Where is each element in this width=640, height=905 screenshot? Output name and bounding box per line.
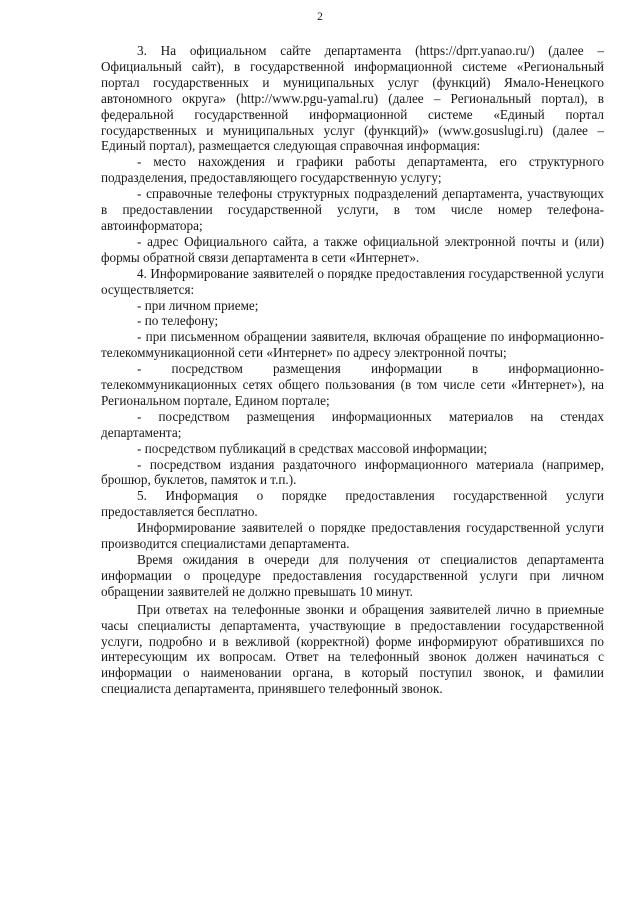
list-item-handouts: - посредством издания раздаточного информационного материала (например, брошюр, буклетов, памяток и т.п.). <box>101 456 604 488</box>
list-item-media: - посредством публикаций в средствах массовой информации; <box>137 440 488 456</box>
paragraph-phone-answers: При ответах на телефонные звонки и обращения заявителей лично в приемные часы специалисты департамента, участвующие в предоставлении государственной услуги, подробно и в вежливой (корректной) форме информируют обратившихся по интересующим их вопросам. Ответ на телефонный звонок должен начинаться с информации о наименовании органа, в который поступил звонок, и фамилии специалиста департамента, принявшего телефонный звонок. <box>101 601 604 697</box>
page-number: 2 <box>317 11 323 23</box>
paragraph-specialists: Информирование заявителей о порядке предоставления государственной услуги производится специалистами департамента. <box>101 520 604 552</box>
paragraph-waiting-time: Время ожидания в очереди для получения от специалистов департамента информации о процедуре предоставления государственной услуги при личном обращении заявителей не должно превышать 10 минут. <box>101 552 604 599</box>
paragraph-3-official-site: 3. На официальном сайте департамента (https://dprr.yanao.ru/) (далее – Официальный сайт), в государственной информационной системе «Региональный портал государственных и муниципальных услуг (функций) Ямало-Ненецкого автономного округа» (http://www.pgu-yamal.ru) (далее – Региональный портал), в федеральной государственной информационной системе «Единый портал государственных и муниципальных услуг (функций)» (www.gosuslugi.ru) (далее – Единый портал), размещается следующая справочная информация: <box>101 43 604 154</box>
list-item-networks: - посредством размещения информации в информационно-телекоммуникационных сетях общего пользования (в том числе сети «Интернет»), на Региональном портале, Едином портале; <box>101 361 604 408</box>
document-body <box>101 43 604 697</box>
list-item-location: - место нахождения и графики работы департамента, его структурного подразделения, предоставляющего государственную услугу; <box>101 154 604 186</box>
paragraph-4-informing: 4. Информирование заявителей о порядке предоставления государственной услуги осуществляется: <box>101 265 604 297</box>
list-item-site-address: - адрес Официального сайта, а также официальной электронной почты и (или) формы обратной связи департамента в сети «Интернет». <box>101 233 604 265</box>
list-item-stands: - посредством размещения информационных материалов на стендах департамента; <box>101 408 604 440</box>
paragraph-5-free: 5. Информация о порядке предоставления государственной услуги предоставляется бесплатно. <box>101 488 604 520</box>
list-item-written: - при письменном обращении заявителя, включая обращение по информационно-телекоммуникационной сети «Интернет» по адресу электронной почты; <box>101 329 604 361</box>
list-item-phones: - справочные телефоны структурных подразделений департамента, участвующих в предоставлении государственной услуги, в том числе номер телефона-автоинформатора; <box>101 186 604 233</box>
list-item-phone: - по телефону; <box>137 313 219 329</box>
list-item-personal: - при личном приеме; <box>137 297 259 313</box>
